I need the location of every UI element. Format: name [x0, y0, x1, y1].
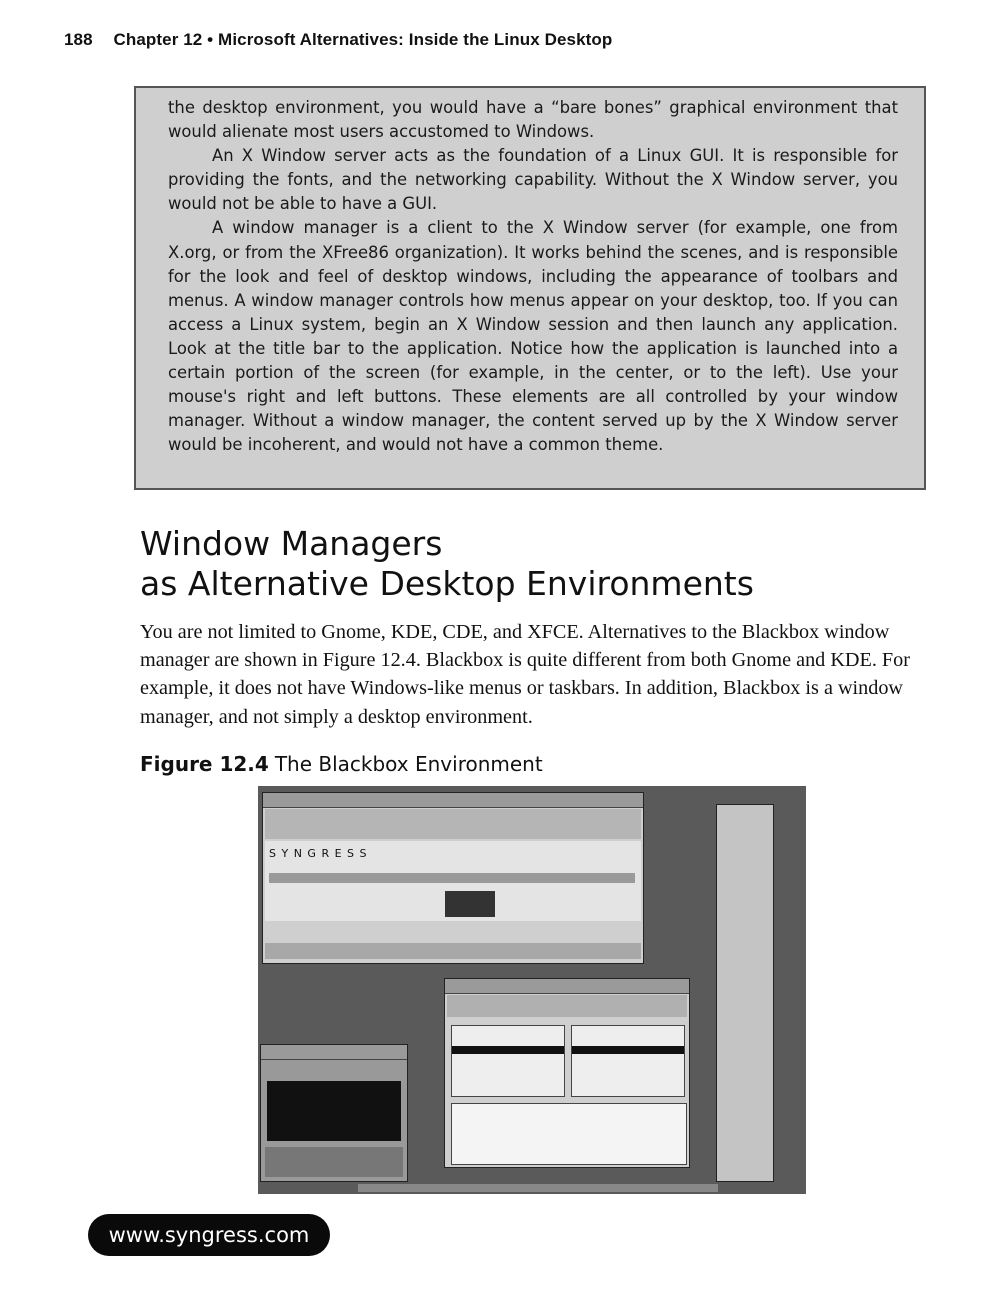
fm-toolbar — [447, 995, 687, 1017]
browser-window — [262, 792, 644, 964]
blackbox-toolbar — [358, 1184, 718, 1192]
fm-right-pane — [571, 1025, 685, 1097]
body-paragraph: You are not limited to Gnome, KDE, CDE, and XFCE. Alternatives to the Blackbox window manager are shown in Figure 12.4. Blackbox is quite different from both Gnome and KDE. For example, it does not have Windows-like menus or taskbars. In addition, Blackbox is a window manager, and not simply a desktop environment. — [140, 621, 910, 728]
terminal-pane — [451, 1103, 687, 1165]
sidebar-paragraph: the desktop environment, you would have a “bare bones” graphical environment that would alienate most users accustomed to Windows. — [168, 98, 898, 142]
media-player-window — [260, 1044, 408, 1182]
browser-logo: S Y N G R E S S — [269, 847, 368, 860]
sidebar-paragraph: A window manager is a client to the X Window server (for example, one from X.org, or from the XFree86 organization). It works behind the scenes, and is responsible for the look and feel of desktop windows, including the appearance of toolbars and menus. A window manager controls how menus appear on your desktop, too. If you can access a Linux system, begin an X Window session and then launch any application. Look at the title bar to the application. Notice how the application is launched into a certain portion of the screen (for example, in the center, or to the left). Use your mouse's right and left buttons. These elements are all controlled by your window manager. Without a window manager, the content served up by the X Window server would be incoherent, and would not have a common theme. — [168, 218, 898, 455]
figure-title: The Blackbox Environment — [274, 752, 543, 776]
section-heading-line2: as Alternative Desktop Environments — [140, 564, 754, 603]
fm-left-pane — [451, 1025, 565, 1097]
running-header — [64, 30, 612, 50]
sidebar-box — [134, 86, 926, 490]
fm-titlebar — [445, 979, 689, 994]
browser-statusbar — [265, 943, 641, 959]
page-number: 188 — [64, 30, 93, 49]
figure-caption — [140, 752, 543, 776]
section-heading — [140, 524, 754, 604]
browser-image — [445, 891, 495, 917]
player-controls — [265, 1147, 403, 1177]
footer-url-badge[interactable]: www.syngress.com — [88, 1214, 330, 1256]
fm-selected-row — [572, 1046, 684, 1054]
player-screen — [267, 1081, 401, 1141]
chapter-title: Chapter 12 • Microsoft Alternatives: Inside the Linux Desktop — [113, 30, 613, 49]
figure-screenshot — [258, 786, 806, 1194]
sidebar-paragraph: An X Window server acts as the foundation of a Linux GUI. It is responsible for providing the fonts, and the networking capability. Without the X Window server, you would not be able to have a GUI. — [168, 146, 898, 214]
browser-page — [265, 841, 641, 921]
blackbox-menu — [716, 804, 774, 1182]
fm-selected-row — [452, 1046, 564, 1054]
browser-toolbar — [265, 809, 641, 839]
browser-tabs — [269, 873, 635, 883]
section-heading-line1: Window Managers — [140, 524, 443, 563]
browser-menubar — [263, 793, 643, 808]
figure-label: Figure 12.4 — [140, 752, 269, 776]
file-manager-window — [444, 978, 690, 1168]
player-titlebar — [261, 1045, 407, 1060]
